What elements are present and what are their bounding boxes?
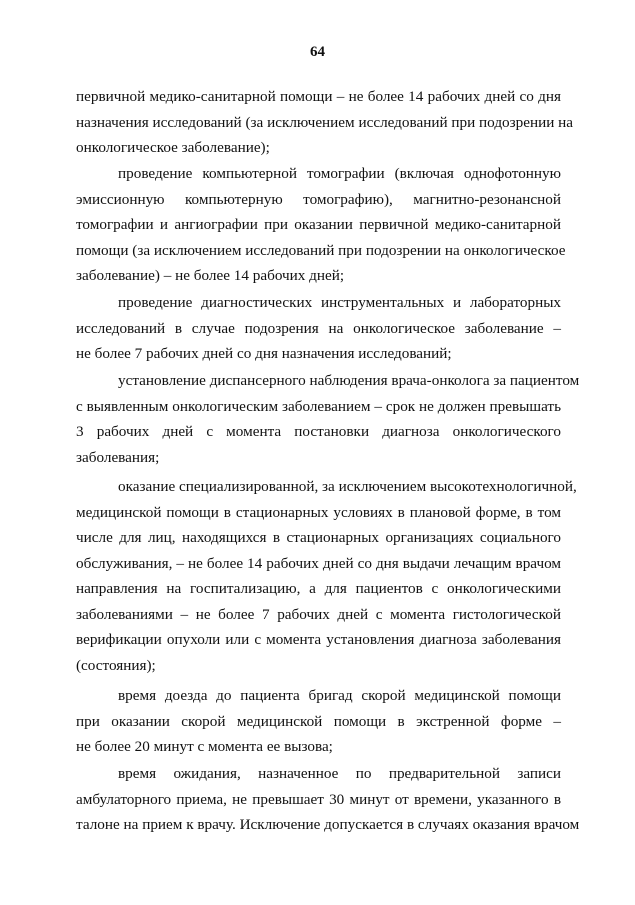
text-line: заболеваниями – не более 7 рабочих дней с момента гистологической <box>76 605 561 623</box>
text-line: время доезда до пациента бригад скорой медицинской помощи <box>118 687 561 704</box>
paragraph-1 <box>76 84 574 161</box>
text-line: исследований в случае подозрения на онкологическое заболевание – <box>76 319 561 337</box>
paragraph-4 <box>76 368 580 470</box>
text-line: установление диспансерного наблюдения врача-онколога за пациентом <box>118 372 580 389</box>
text-line: не более 20 минут с момента ее вызова; <box>76 738 333 755</box>
text-line: томографии и ангиографии при оказании первичной медико-санитарной <box>76 216 561 233</box>
text-line: числе для лиц, находящихся в стационарных организациях социального <box>76 529 561 546</box>
text-line: 3 рабочих дней с момента постановки диагноза онкологического <box>76 423 561 440</box>
text-line: при оказании скорой медицинской помощи в экстренной форме – <box>76 712 561 730</box>
paragraph-2 <box>76 161 566 289</box>
text-line: оказание специализированной, за исключением высокотехнологичной, <box>118 478 577 495</box>
paragraph-7 <box>76 761 580 838</box>
text-line: не более 7 рабочих дней со дня назначения исследований; <box>76 345 452 362</box>
text-line: эмиссионную компьютерную томографию), магнитно-резонансной <box>76 190 561 208</box>
text-line: заболевание) – не более 14 рабочих дней; <box>76 267 345 284</box>
text-line: первичной медико-санитарной помощи – не более 14 рабочих дней со дня <box>76 88 561 105</box>
text-line: талоне на прием к врачу. Исключение допускается в случаях оказания врачом <box>76 816 580 833</box>
text-line: помощи (за исключением исследований при подозрении на онкологическое <box>76 241 566 259</box>
paragraph-3 <box>76 290 561 367</box>
page-number: 64 <box>310 44 325 60</box>
text-line: онкологическое заболевание); <box>76 139 270 156</box>
text-line: с выявленным онкологическим заболеванием – срок не должен превышать <box>76 397 561 415</box>
paragraph-6 <box>76 683 561 760</box>
text-line: время ожидания, назначенное по предварительной записи <box>118 765 561 782</box>
text-line: заболевания; <box>76 448 160 466</box>
paragraph-5 <box>76 474 577 678</box>
text-line: обслуживания, – не более 14 рабочих дней со дня выдачи лечащим врачом <box>76 554 561 572</box>
text-line: амбулаторного приема, не превышает 30 минут от времени, указанного в <box>76 790 561 808</box>
text-line: верификации опухоли или с момента установления диагноза заболевания <box>76 631 561 648</box>
text-line: медицинской помощи в стационарных условиях в плановой форме, в том <box>76 503 561 521</box>
text-line: направления на госпитализацию, а для пациентов с онкологическими <box>76 580 561 597</box>
text-line: проведение компьютерной томографии (включая однофотонную <box>118 165 561 182</box>
text-line: (состояния); <box>76 656 156 674</box>
text-line: назначения исследований (за исключением исследований при подозрении на <box>76 113 574 131</box>
text-line: проведение диагностических инструментальных и лабораторных <box>118 294 561 311</box>
